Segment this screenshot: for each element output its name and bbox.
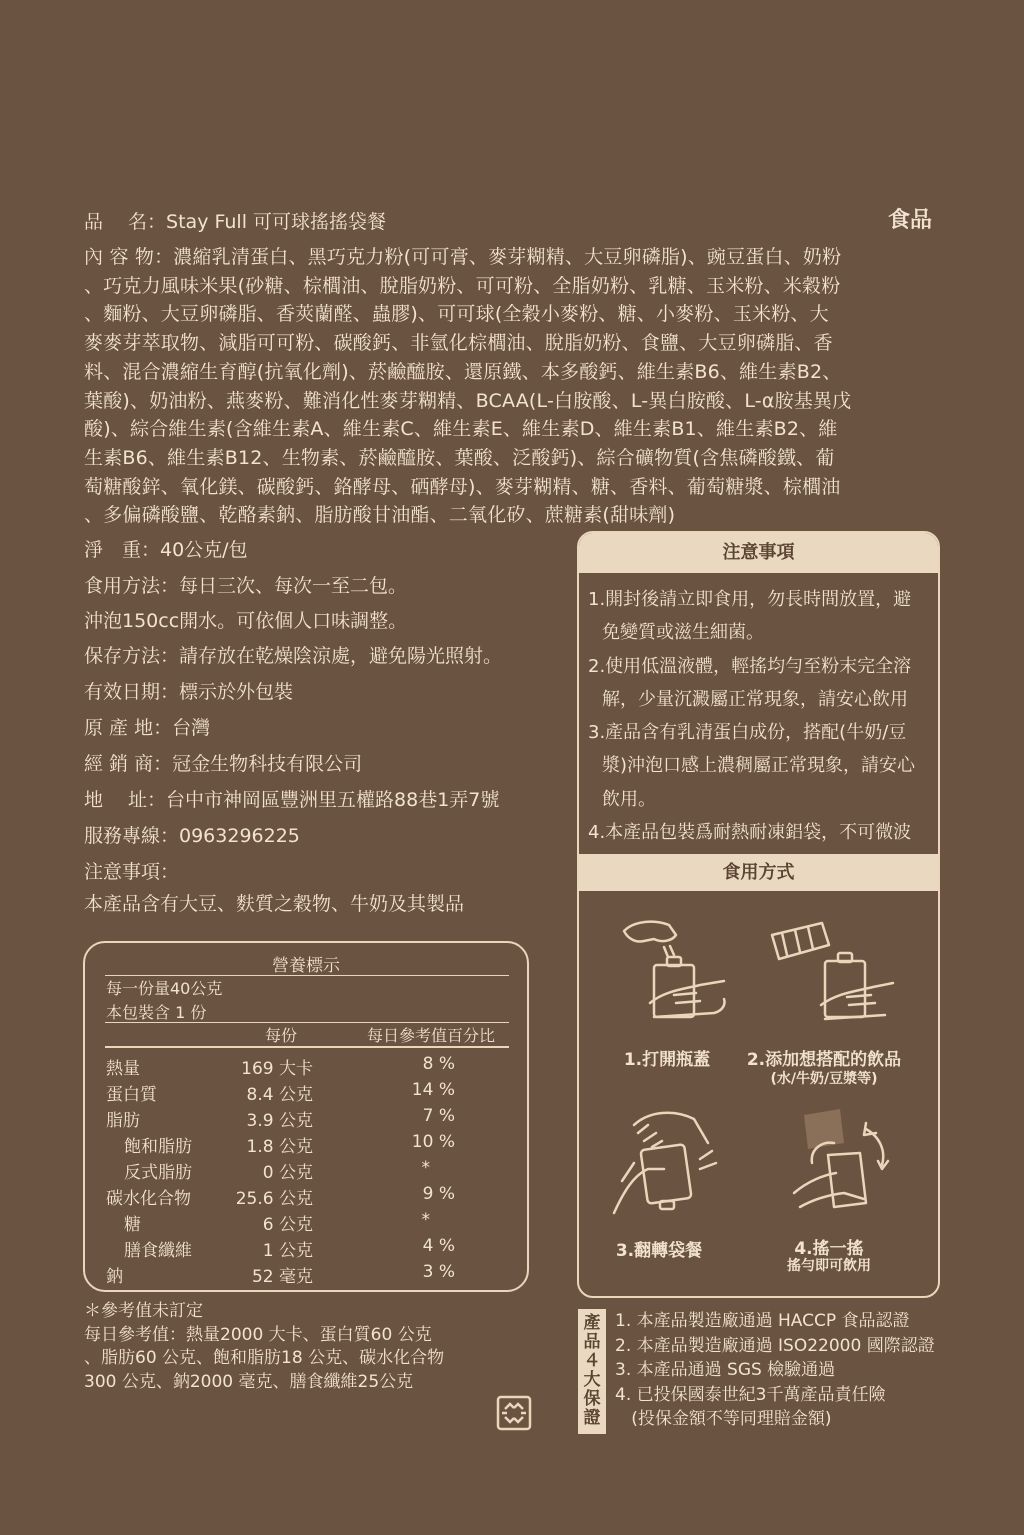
nutrient-pct: 8 % (422, 1054, 455, 1074)
product-name-value: Stay Full 可可球搖搖袋餐 (166, 211, 387, 233)
nutrient-value: 25.6 公克 (235, 1189, 313, 1209)
nutrient-name: 糖 (124, 1215, 141, 1235)
ref-note-line: ＊參考值未訂定 (84, 1301, 203, 1321)
notice-line: 2.使用低溫液體，輕搖均勻至粉末完全溶 (588, 655, 912, 677)
notice-line: 4.本產品包裝爲耐熱耐凍鋁袋，不可微波 (588, 822, 912, 844)
daily-reference-note (84, 1300, 444, 1394)
step4-caption: 4.搖一搖 (794, 1239, 864, 1259)
expiry-date: 有效日期：標示於外包裝 (84, 681, 294, 703)
guarantee-list (615, 1309, 935, 1432)
step2-illustration (767, 913, 897, 1028)
nutrient-value: 6 公克 (262, 1215, 313, 1235)
nutrition-row (85, 1106, 527, 1132)
step1-illustration (614, 913, 734, 1028)
ref-note-line: 300 公克、鈉2000 毫克、膳食纖維25公克 (84, 1371, 414, 1392)
usage-method: 食用方法：每日三次、每次一至二包。 (84, 575, 408, 597)
guarantee-item: 1. 本產品製造廠通過 HACCP 食品認證 (615, 1311, 910, 1331)
col-per-serving: 每份 (265, 1026, 298, 1045)
service-hotline: 服務專線：0963296225 (84, 825, 300, 847)
notice-line: 免變質或滋生細菌。 (602, 622, 764, 644)
origin: 原 產 地：台灣 (84, 717, 211, 739)
ref-note-line: 、脂肪60 公克、飽和脂肪18 公克、碳水化合物 (84, 1348, 445, 1368)
nutrient-pct: 14 % (411, 1080, 455, 1100)
ingredients-line: 內 容 物：濃縮乳清蛋白、黑巧克力粉(可可膏、麥芽糊精、大豆卵磷脂)、豌豆蛋白、奶粉 (84, 246, 842, 268)
notice-list (588, 583, 933, 849)
notice-line: 漿)沖泡口感上濃稠屬正常現象，請安心 (602, 755, 916, 777)
product-name-label: 品 名： (84, 211, 167, 233)
nutrient-name: 熱量 (106, 1059, 140, 1079)
nutrient-pct: 10 % (411, 1132, 455, 1152)
nutrition-row (85, 1132, 527, 1158)
nutrition-row (85, 1210, 527, 1236)
notice-title: 注意事項 (579, 533, 938, 573)
notice-line: 飲用。 (602, 788, 656, 810)
nutrient-pct: 9 % (422, 1184, 455, 1204)
guarantee-label-text: 產品４大保證 (583, 1313, 601, 1428)
guarantee-label (578, 1309, 606, 1434)
nutrition-title: 營養標示 (272, 956, 340, 976)
allergen-caution: 本產品含有大豆、麩質之穀物、牛奶及其製品 (84, 893, 465, 915)
step3-illustration (604, 1103, 724, 1223)
ingredients-line: 麥麥芽萃取物、減脂可可粉、碳酸鈣、非氫化棕櫚油、脫脂奶粉、食鹽、大豆卵磷脂、香 (84, 332, 833, 355)
ref-note-line: 每日參考值：熱量2000 大卡、蛋白質60 公克 (84, 1324, 432, 1345)
step2-caption: 2.添加想搭配的飲品 (746, 1050, 902, 1070)
notice-line: 1.開封後請立即食用，勿長時間放置，避 (588, 589, 912, 610)
nutrition-row (85, 1080, 527, 1106)
usage-method-2: 沖泡150cc開水。可依個人口味調整。 (84, 610, 408, 632)
nutrition-facts (83, 941, 529, 1292)
step2-subcaption: (水/牛奶/豆漿等) (770, 1071, 878, 1087)
step1-caption: 1.打開瓶蓋 (623, 1050, 711, 1070)
ingredients-line: 萄糖酸鋅、氧化鎂、碳酸鈣、鉻酵母、硒酵母)、麥芽糊精、糖、香料、葡萄糖漿、棕櫚油 (84, 475, 841, 498)
col-daily-value: 每日參考值百分比 (367, 1026, 496, 1045)
nutrition-row (85, 1236, 527, 1262)
nutrient-value: 3.9 公克 (246, 1111, 313, 1131)
nutrition-row (85, 1054, 527, 1080)
ingredients-line: 、麵粉、大豆卵磷脂、香莢蘭醛、蟲膠)、可可球(全穀小麥粉、糖、小麥粉、玉米粉、大 (84, 303, 829, 326)
nutrient-name: 飽和脂肪 (124, 1137, 192, 1157)
nutrient-pct: 3 % (422, 1262, 455, 1282)
ingredients-line: 葉酸)、奶油粉、燕麥粉、難消化性麥芽糊精、BCAA(L-白胺酸、L-異白胺酸、L-α胺基異戊 (84, 389, 852, 412)
recycle-icon (496, 1395, 532, 1431)
nutrition-row (85, 1158, 527, 1184)
ingredients-line: 生素B6、維生素B12、生物素、菸鹼醯胺、葉酸、泛酸鈣)、綜合礦物質(含焦磷酸鐵、葡 (84, 446, 835, 469)
nutrient-value: 1 公克 (262, 1241, 313, 1261)
step3-caption: 3.翻轉袋餐 (615, 1241, 703, 1261)
guarantee-item: (投保金額不等同理賠金額) (615, 1409, 832, 1429)
ingredients-line: 、多偏磷酸鹽、乾酪素鈉、脂肪酸甘油酯、二氧化矽、蔗糖素(甜味劑) (84, 504, 676, 527)
serving-size: 每一份量40公克 (106, 979, 223, 998)
food-label: 食品 (888, 208, 933, 233)
nutrition-row (85, 1262, 527, 1288)
address: 地 址：台中市神岡區豐洲里五權路88巷1弄7號 (84, 789, 500, 811)
instructions-panel (577, 531, 940, 1298)
ingredients-line: 、巧克力風味米果(砂糖、棕櫚油、脫脂奶粉、可可粉、全脂奶粉、乳糖、玉米粉、米穀粉 (84, 274, 841, 297)
notice-line: 解，少量沉澱屬正常現象，請安心飲用 (602, 688, 908, 710)
nutrient-name: 鈉 (106, 1267, 123, 1287)
nutrient-name: 碳水化合物 (106, 1189, 191, 1209)
step4-illustration (774, 1103, 904, 1223)
nutrient-pct: 4 % (422, 1236, 455, 1256)
nutrient-pct: 7 % (422, 1106, 455, 1126)
guarantee-item: 2. 本產品製造廠通過 ISO22000 國際認證 (615, 1335, 935, 1356)
nutrient-value: 1.8 公克 (246, 1137, 313, 1157)
nutrient-name: 蛋白質 (106, 1085, 157, 1105)
nutrient-pct: * (421, 1210, 430, 1230)
distributor: 經 銷 商：冠金生物科技有限公司 (84, 753, 363, 775)
nutrient-name: 反式脂肪 (124, 1163, 192, 1183)
nutrient-value: 0 公克 (262, 1163, 313, 1183)
divider (105, 1046, 509, 1048)
step4-subcaption: 搖勻即可飲用 (787, 1258, 871, 1274)
guarantee-item: 4. 已投保國泰世紀3千萬產品責任險 (615, 1384, 886, 1405)
how-to-title: 食用方式 (579, 854, 938, 891)
ingredients-block (84, 243, 944, 530)
servings-per-package: 本包裝含 1 份 (106, 1003, 207, 1022)
nutrient-value: 169 大卡 (241, 1059, 313, 1079)
net-weight: 淨 重：40公克/包 (84, 539, 248, 561)
guarantee-item: 3. 本產品通過 SGS 檢驗通過 (615, 1360, 836, 1380)
nutrient-name: 脂肪 (106, 1111, 140, 1131)
nutrient-pct: * (421, 1158, 430, 1178)
nutrient-value: 52 毫克 (251, 1267, 313, 1287)
nutrient-name: 膳食纖維 (124, 1241, 192, 1261)
product-name (84, 207, 386, 234)
nutrition-row (85, 1184, 527, 1210)
nutrient-value: 8.4 公克 (246, 1085, 313, 1105)
ingredients-line: 酸)、綜合維生素(含維生素A、維生素C、維生素E、維生素D、維生素B1、維生素B2、維 (84, 418, 838, 441)
ingredients-line: 料、混合濃縮生育醇(抗氧化劑)、菸鹼醯胺、還原鐵、本多酸鈣、維生素B6、維生素B2、 (84, 360, 842, 383)
caution-label: 注意事項： (84, 861, 180, 883)
storage-method: 保存方法：請存放在乾燥陰涼處，避免陽光照射。 (84, 645, 503, 667)
notice-line: 3.產品含有乳清蛋白成份，搭配(牛奶/豆 (588, 722, 907, 744)
